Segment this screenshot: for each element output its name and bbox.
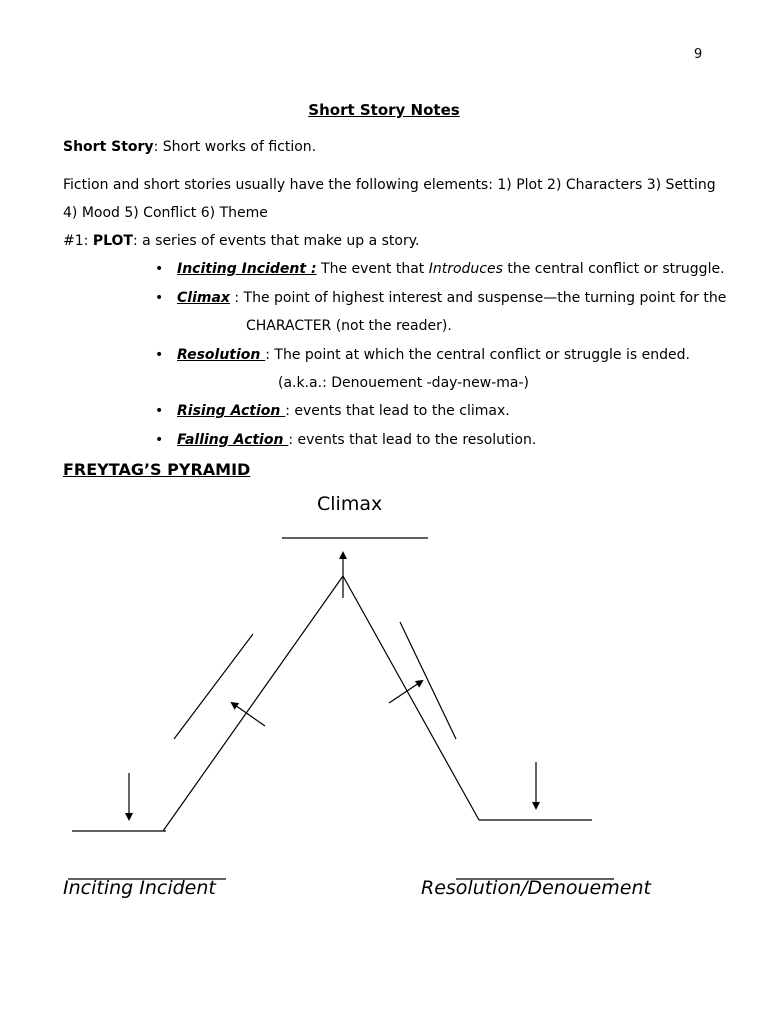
rising-action-arrow (232, 703, 265, 726)
term-resolution: Resolution (177, 347, 266, 363)
rising-action-blank-line (174, 634, 253, 739)
term-inciting-incident: Inciting Incident : (177, 261, 317, 277)
inciting-text-after: the central conflict or struggle. (502, 261, 725, 277)
bullet-dot: • (155, 347, 164, 363)
definition-text: : Short works of fiction. (153, 139, 317, 155)
inciting-text-before: The event that (316, 261, 429, 277)
plot-prefix: #1: (63, 233, 93, 249)
inciting-incident-label: Inciting Incident (63, 877, 216, 899)
falling-action-blank-line (400, 622, 456, 739)
bullet-dot: • (155, 432, 164, 448)
freytag-heading: FREYTAG’S PYRAMID (63, 460, 251, 479)
inciting-emphasis: Introduces (428, 261, 503, 277)
rising-text: : events that lead to the climax. (285, 403, 510, 419)
elements-line-1: Fiction and short stories usually have the following elements: 1) Plot 2) Characters 3) Setting (63, 177, 716, 193)
resolution-text: : The point at which the central conflict or struggle is ended. (265, 347, 690, 363)
bullet-dot: • (155, 261, 164, 277)
page-number: 9 (694, 47, 703, 62)
document-title: Short Story Notes (308, 101, 460, 119)
resolution-denouement-label: Resolution/Denouement (421, 877, 651, 899)
climax-continuation: CHARACTER (not the reader). (246, 318, 452, 334)
falling-text: : events that lead to the resolution. (288, 432, 537, 448)
climax-text: : The point of highest interest and suspense—the turning point for the (229, 290, 727, 306)
bullet-dot: • (155, 290, 164, 306)
plot-term: PLOT (92, 233, 133, 249)
bullet-dot: • (155, 403, 164, 419)
term-falling-action: Falling Action (177, 432, 289, 448)
term-climax: Climax (177, 290, 230, 306)
climax-label: Climax (317, 493, 383, 515)
definition-term: Short Story (63, 139, 154, 155)
plot-text: : a series of events that make up a story. (132, 233, 420, 249)
falling-action-arrow (389, 681, 422, 703)
pyramid-rising-side (163, 576, 343, 831)
pyramid-falling-side (343, 576, 479, 820)
resolution-continuation: (a.k.a.: Denouement -day-new-ma-) (278, 375, 529, 391)
term-rising-action: Rising Action (177, 403, 286, 419)
elements-line-2: 4) Mood 5) Conflict 6) Theme (63, 205, 268, 221)
